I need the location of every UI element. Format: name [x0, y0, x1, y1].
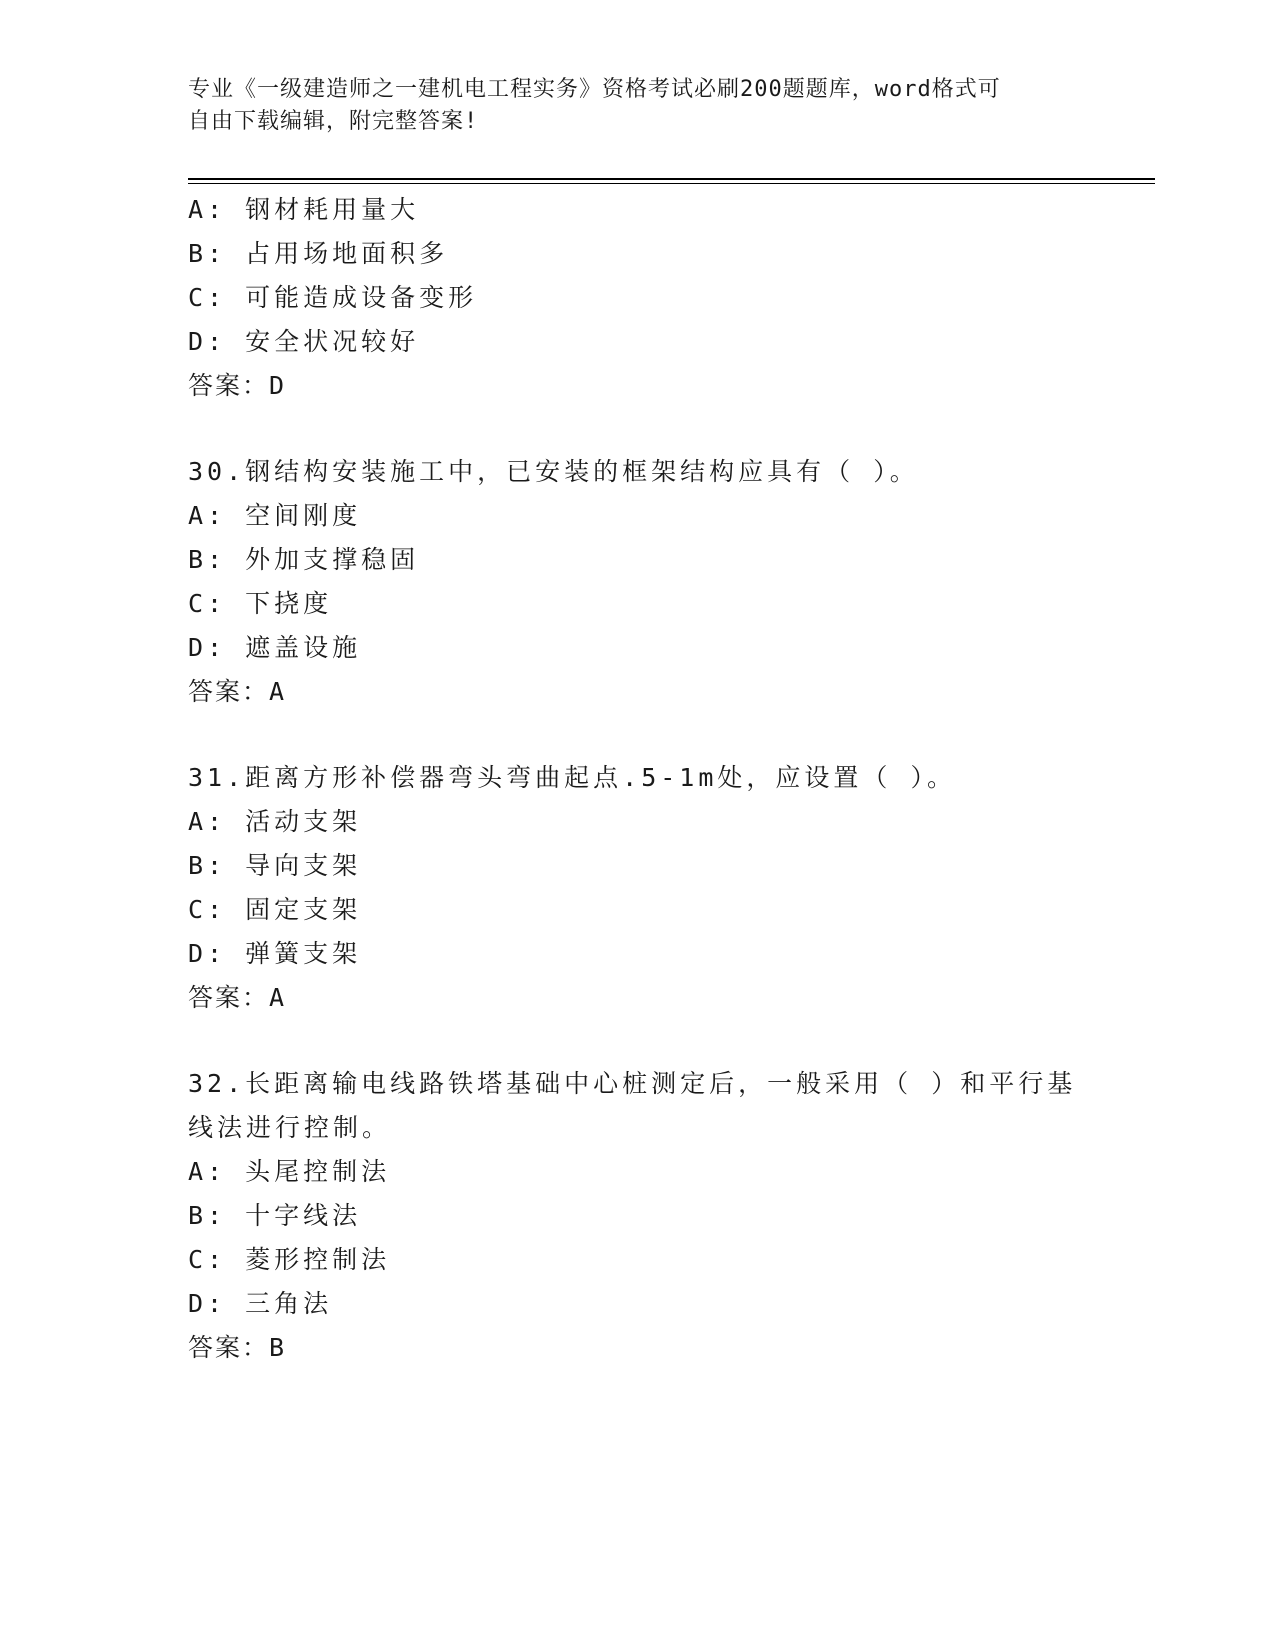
q31-stem: 31.距离方形补偿器弯头弯曲起点.5-1m处，应设置（ ）。	[188, 763, 956, 792]
q29-option-c: C: 可能造成设备变形	[188, 283, 478, 312]
q30-option-b: B: 外加支撑稳固	[188, 545, 420, 574]
header-line-2: 自由下载编辑，附完整答案!	[188, 109, 479, 134]
q32-option-c: C: 菱形控制法	[188, 1245, 391, 1274]
q30-option-c: C: 下挠度	[188, 589, 333, 618]
q32-option-d: D: 三角法	[188, 1289, 333, 1318]
header-divider-thin	[188, 183, 1155, 184]
q30-answer: 答案：A	[188, 677, 287, 706]
q32-option-a: A: 头尾控制法	[188, 1157, 391, 1186]
q29-option-b: B: 占用场地面积多	[188, 239, 449, 268]
q31-option-d: D: 弹簧支架	[188, 939, 362, 968]
header-divider-thick	[188, 178, 1155, 180]
q32-stem-line-1: 32.长距离输电线路铁塔基础中心桩测定后，一般采用（ ）和平行基	[188, 1069, 1077, 1098]
q32-stem-line-2: 线法进行控制。	[188, 1113, 392, 1142]
q30-stem: 30.钢结构安装施工中，已安装的框架结构应具有（ ）。	[188, 457, 919, 486]
q30-option-a: A: 空间刚度	[188, 501, 362, 530]
q31-answer: 答案：A	[188, 983, 287, 1012]
q29-option-d: D: 安全状况较好	[188, 327, 420, 356]
q29-option-a: A: 钢材耗用量大	[188, 195, 420, 224]
q29-answer: 答案：D	[188, 371, 287, 400]
document-header	[188, 74, 1068, 138]
q30-option-d: D: 遮盖设施	[188, 633, 362, 662]
header-line-1: 专业《一级建造师之一建机电工程实务》资格考试必刷200题题库，word格式可	[188, 77, 1001, 102]
q32-answer: 答案：B	[188, 1333, 287, 1362]
q31-option-b: B: 导向支架	[188, 851, 362, 880]
q31-option-c: C: 固定支架	[188, 895, 362, 924]
q32-option-b: B: 十字线法	[188, 1201, 362, 1230]
q31-option-a: A: 活动支架	[188, 807, 362, 836]
